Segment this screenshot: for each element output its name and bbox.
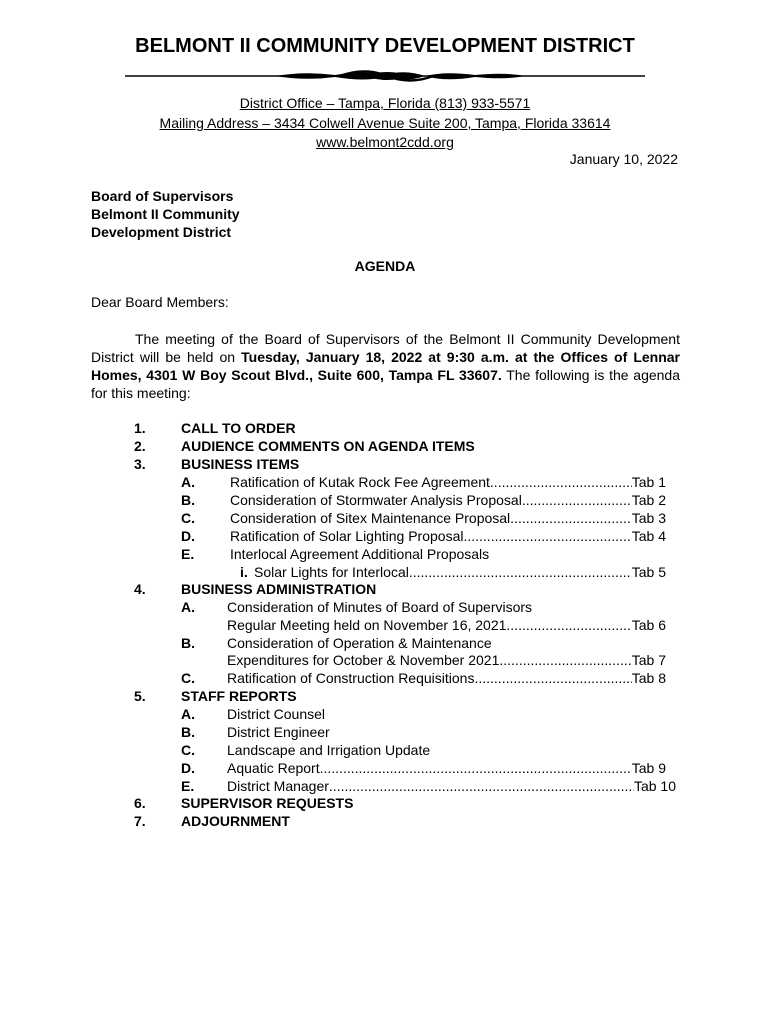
agenda-subitem: Interlocal Agreement Additional Proposals [230,546,490,562]
letter-date: January 10, 2022 [569,151,678,167]
item-number: 2. [134,438,146,454]
sub-letter: D. [181,760,195,776]
item-number: 6. [134,795,146,811]
tab-reference: Tab 1 [631,474,666,490]
tab-reference: Tab 8 [631,670,666,686]
subitem-text: Expenditures for October & November 2021 [227,652,500,668]
agenda-subitem: Consideration of Operation & Maintenance [227,635,492,651]
item-number: 5. [134,688,146,704]
item-number: 4. [134,581,146,597]
subitem-text: Aquatic Report [227,760,320,776]
tab-reference: Tab 4 [631,528,666,544]
item-number: 7. [134,813,146,829]
sub-letter: A. [181,474,195,490]
sub-letter: C. [181,670,195,686]
sub-letter: E. [181,546,195,562]
agenda-subitem: District Engineer [227,724,330,740]
section-business-administration: BUSINESS ADMINISTRATION [181,581,377,597]
section-adjournment: ADJOURNMENT [181,813,290,829]
tab-reference: Tab 10 [633,778,676,794]
district-title: BELMONT II COMMUNITY DEVELOPMENT DISTRICT [135,35,635,57]
subitem-text: District Manager [227,778,329,794]
sub-letter: B. [181,635,195,651]
tab-reference: Tab 2 [631,492,666,508]
agenda-heading: AGENDA [354,258,416,274]
subitem-text: Ratification of Solar Lighting Proposal [230,528,464,544]
salutation: Dear Board Members: [91,294,229,310]
section-call-to-order: CALL TO ORDER [181,420,296,436]
tab-reference: Tab 3 [631,510,666,526]
recipient-block [91,187,240,241]
meeting-details: Tuesday, January 18, 2022 at 9:30 a.m. at the Offices of Lennar Homes, 4301 W Boy Scout Blvd., Suite 600, Tampa FL 33607. [91,349,681,383]
agenda-subitem [227,777,676,795]
sub-letter: A. [181,599,195,615]
sub-letter: C. [181,742,195,758]
section-audience-comments: AUDIENCE COMMENTS ON AGENDA ITEMS [181,438,475,454]
recipient-line: Board of Supervisors [91,188,234,204]
section-staff-reports: STAFF REPORTS [181,688,297,704]
recipient-line: Belmont II Community [91,206,240,222]
item-number: 3. [134,456,146,472]
sub-letter: C. [181,510,195,526]
tab-reference: Tab 9 [631,760,666,776]
subitem-text: Solar Lights for Interlocal [254,564,409,580]
tab-reference: Tab 6 [631,617,666,633]
mailing-address-line: Mailing Address – 3434 Colwell Avenue Suite 200, Tampa, Florida 33614 [159,115,611,131]
agenda-subitem [227,759,666,777]
agenda-subitem [230,527,666,545]
intro-paragraph [91,330,680,402]
tab-reference: Tab 7 [631,652,666,668]
intro-text: The meeting of the Board of Supervisors of the Belmont II Community Development District will be held on [91,331,680,365]
website-link[interactable]: www.belmont2cdd.org [316,134,454,150]
section-business-items: BUSINESS ITEMS [181,456,300,472]
subitem-text: Consideration of Sitex Maintenance Proposal [230,510,511,526]
section-supervisor-requests: SUPERVISOR REQUESTS [181,795,354,811]
subitem-text: Regular Meeting held on November 16, 2021 [227,617,507,633]
subitem-text: Ratification of Kutak Rock Fee Agreement [230,474,490,490]
subitem-text: Consideration of Stormwater Analysis Proposal [230,492,522,508]
recipient-line: Development District [91,224,232,240]
item-number: 1. [134,420,146,436]
agenda-subitem [230,491,666,509]
agenda-subitem [230,473,666,491]
district-office-line: District Office – Tampa, Florida (813) 933-5571 [239,95,531,111]
sub-letter: B. [181,492,195,508]
intro-text-end: The following is the agenda for this meeting: [91,367,680,401]
sub-letter: E. [181,778,195,794]
agenda-subitem: District Counsel [227,706,326,722]
sub-letter: B. [181,724,195,740]
agenda-subitem [254,563,666,581]
subitem-text: Ratification of Construction Requisitions [227,670,475,686]
agenda-subitem [230,509,666,527]
agenda-subitem [227,616,666,634]
agenda-subitem: Landscape and Irrigation Update [227,742,431,758]
agenda-subitem: Consideration of Minutes of Board of Supervisors [227,599,533,615]
ornamental-divider [125,66,645,86]
sub-letter: D. [181,528,195,544]
agenda-subitem [227,651,666,669]
tab-reference: Tab 5 [631,564,666,580]
sub-letter: A. [181,706,195,722]
agenda-subitem [227,669,666,687]
sub-roman: i. [240,564,248,580]
